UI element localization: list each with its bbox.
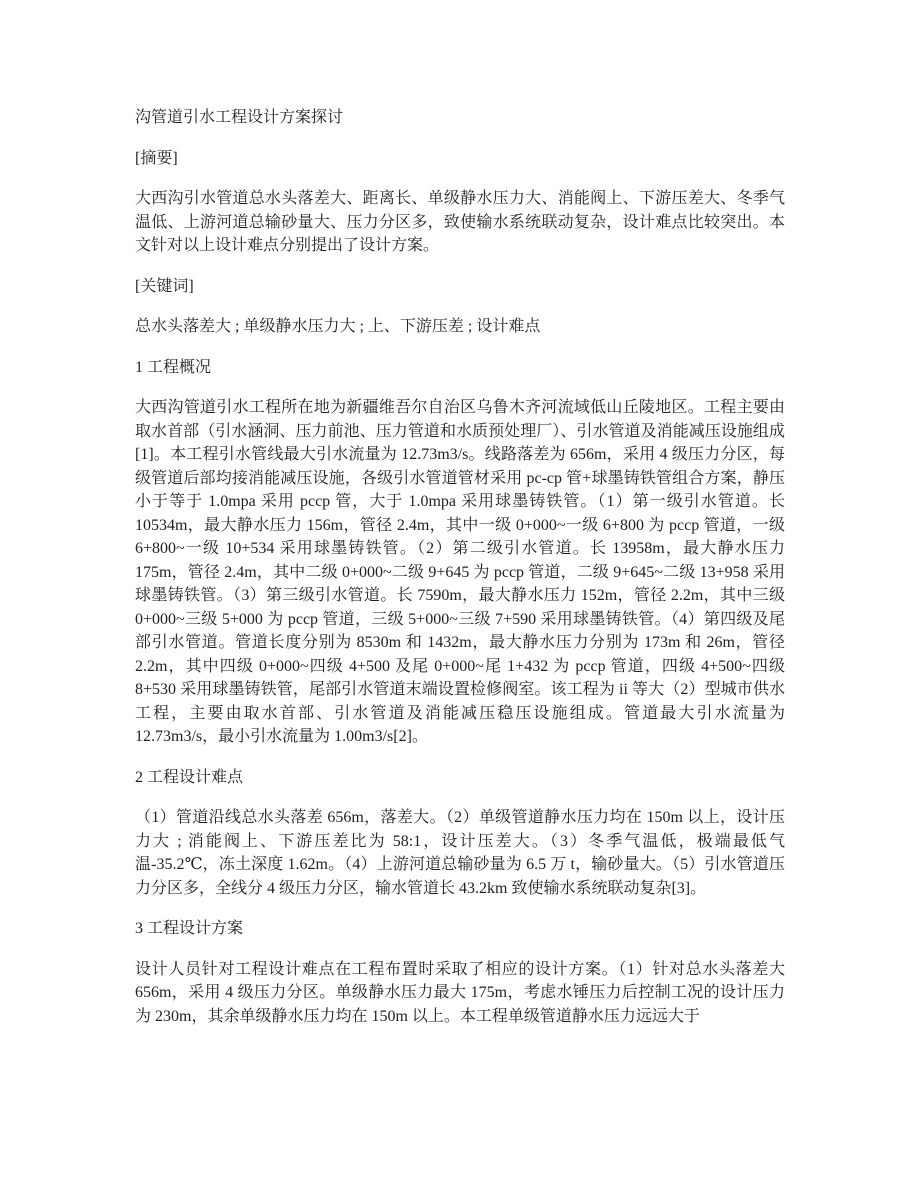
section-3-heading: 3 工程设计方案 (135, 920, 244, 937)
keywords-paragraph: 总水头落差大 ; 单级静水压力大 ; 上、下游压差 ; 设计难点 (135, 318, 541, 335)
abstract-paragraph: 大西沟引水管道总水头落差大、距离长、单级静水压力大、消能阀上、下游压差大、冬季气温低、上游河道总输砂量大、压力分区多，致使输水系统联动复杂，设计难点比较突出。本文针对以上设计难点分别提出了设计方案。 (135, 190, 785, 254)
keywords-label: [关键词] (135, 277, 194, 295)
section-2-body: （1）管道沿线总水头落差 656m，落差大。（2）单级管道静水压力均在 150m 以上，设计压力大 ; 消能阀上、下游压差比为 58:1，设计压差大。（3）冬季气温低，极端最低气温-35.2℃，冻土深度 1.62m。（4）上游河道总输砂量为 6.5 万 t，输砂量大。（5）引水管道压力分区多，全线分 4 级压力分区，输水管道长 43.2km 致使输水系统联动复杂[3]。 (135, 809, 785, 897)
section-3-body: 设计人员针对工程设计难点在工程布置时采取了相应的设计方案。（1）针对总水头落差大 656m，采用 4 级压力分区。单级静水压力最大 175m，考虑水锤压力后控制工况的设计压力为 230m，其余单级静水压力均在 150m 以上。本工程单级管道静水压力远远大于 (135, 960, 785, 1025)
section-1-heading: 1 工程概况 (135, 358, 212, 376)
abstract-label: [摘要] (135, 149, 178, 167)
document-title: 沟管道引水工程设计方案探讨 (135, 109, 344, 126)
section-2-heading: 2 工程设计难点 (135, 768, 244, 786)
section-1-body: 大西沟管道引水工程所在地为新疆维吾尔自治区乌鲁木齐河流域低山丘陵地区。工程主要由取水首部（引水涵洞、压力前池、压力管道和水质预处理厂）、引水管道及消能减压设施组成[1]。本工程引水管线最大引水流量为 12.73m3/s。线路落差为 656m，采用 4 级压力分区，每级管道后部均接消能减压设施，各级引水管道管材采用 pc-cp 管+球墨铸铁管组合方案，静压小于等于 1.0mpa 采用 pccp 管，大于 1.0mpa 采用球墨铸铁管。（1）第一级引水管道。长 10534m，最大静水压力 156m，管径 2.4m，其中一级 0+000~一级 6+800 为 pccp 管道，一级 6+800~一级 10+534 采用球墨铸铁管。（2）第二级引水管道。长 13958m，最大静水压力 175m，管径 2.4m，其中二级 0+000~二级 9+645 为 pccp 管道，二级 9+645~二级 13+958 采用球墨铸铁管。（3）第三级引水管道。长 7590m，最大静水压力 152m，管径 2.2m，其中三级 0+000~三级 5+000 为 pccp 管道，三级 5+000~三级 7+590 采用球墨铸铁管。（4）第四级及尾部引水管道。管道长度分别为 8530m 和 1432m，最大静水压力分别为 173m 和 26m，管径 2.2m，其中四级 0+000~四级 4+500 及尾 0+000~尾 1+432 为 pccp 管道，四级 4+500~四级 8+530 采用球墨铸铁管，尾部引水管道末端设置检修阀室。该工程为 ii 等大（2）型城市供水工程，主要由取水首部、引水管道及消能减压稳压设施组成。管道最大引水流量为 12.73m3/s，最小引水流量为 1.00m3/s[2]。 (135, 399, 785, 745)
